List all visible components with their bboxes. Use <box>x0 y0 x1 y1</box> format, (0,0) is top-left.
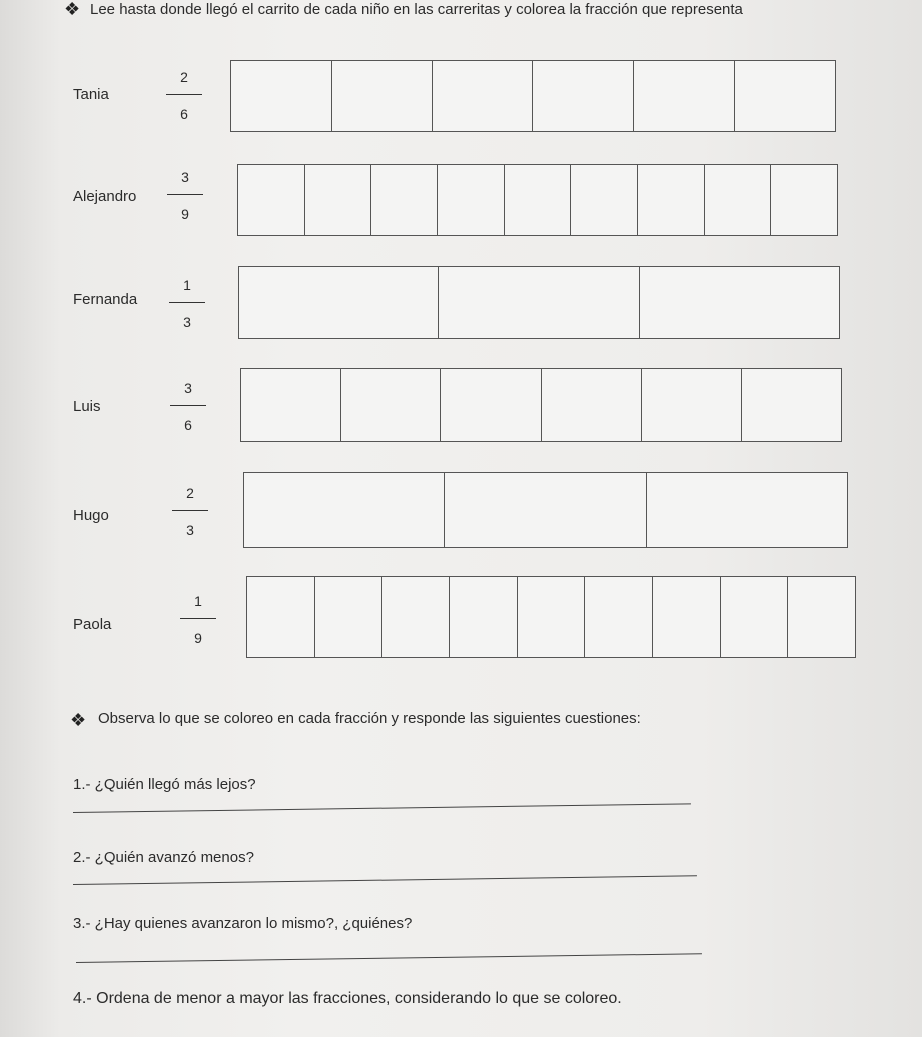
fraction-bar <box>169 302 205 303</box>
fraction-label <box>170 377 206 436</box>
strip-cell[interactable] <box>238 165 305 235</box>
fraction-bar <box>167 194 203 195</box>
question-2: 2.- ¿Quién avanzó menos? <box>73 849 254 866</box>
strip-cell[interactable] <box>705 165 772 235</box>
fraction-strip[interactable] <box>238 266 840 339</box>
strip-cell[interactable] <box>239 267 439 338</box>
answer-line-3[interactable] <box>76 953 702 963</box>
strip-cell[interactable] <box>439 267 639 338</box>
fraction-bar <box>166 94 202 95</box>
strip-cell[interactable] <box>247 577 315 657</box>
fraction-numerator: 3 <box>181 169 189 185</box>
strip-cell[interactable] <box>533 61 634 131</box>
fraction-denominator: 6 <box>184 417 192 433</box>
strip-cell[interactable] <box>788 577 855 657</box>
strip-cell[interactable] <box>518 577 586 657</box>
strip-cell[interactable] <box>241 369 341 441</box>
diamond-bullet-icon: ❖ <box>64 0 81 19</box>
strip-cell[interactable] <box>341 369 441 441</box>
strip-cell[interactable] <box>634 61 735 131</box>
fraction-strip[interactable] <box>243 472 848 548</box>
strip-cell[interactable] <box>382 577 450 657</box>
fraction-numerator: 2 <box>180 69 188 85</box>
strip-cell[interactable] <box>640 267 839 338</box>
strip-cell[interactable] <box>771 165 837 235</box>
strip-cell[interactable] <box>315 577 383 657</box>
instruction-text: Lee hasta donde llegó el carrito de cada niño en las carreritas y colorea la fracción que representa <box>90 1 743 18</box>
strip-cell[interactable] <box>542 369 642 441</box>
strip-cell[interactable] <box>653 577 721 657</box>
strip-cell[interactable] <box>505 165 572 235</box>
student-name: Paola <box>73 616 112 633</box>
diamond-bullet-icon: ❖ <box>70 710 87 730</box>
fraction-strip[interactable] <box>230 60 836 132</box>
strip-cell[interactable] <box>371 165 438 235</box>
observe-instruction: Observa lo que se coloreo en cada fracción y responde las siguientes cuestiones: <box>98 710 641 727</box>
fraction-numerator: 3 <box>184 380 192 396</box>
fraction-strip[interactable] <box>246 576 856 658</box>
fraction-numerator: 2 <box>186 485 194 501</box>
strip-cell[interactable] <box>450 577 518 657</box>
fraction-strip[interactable] <box>240 368 842 442</box>
answer-line-2[interactable] <box>73 875 697 885</box>
fraction-numerator: 1 <box>183 277 191 293</box>
question-4: 4.- Ordena de menor a mayor las fracciones, considerando lo que se coloreo. <box>73 990 622 1007</box>
fraction-denominator: 3 <box>186 522 194 538</box>
strip-cell[interactable] <box>721 577 789 657</box>
strip-cell[interactable] <box>441 369 541 441</box>
answer-line-1[interactable] <box>73 803 691 813</box>
fraction-label <box>167 166 203 225</box>
strip-cell[interactable] <box>433 61 534 131</box>
fraction-denominator: 3 <box>183 314 191 330</box>
question-3: 3.- ¿Hay quienes avanzaron lo mismo?, ¿quiénes? <box>73 915 413 932</box>
fraction-strip[interactable] <box>237 164 838 236</box>
fraction-label <box>166 66 202 125</box>
fraction-bar <box>172 510 208 511</box>
student-name: Hugo <box>73 507 109 524</box>
strip-cell[interactable] <box>638 165 705 235</box>
fraction-label <box>172 482 208 541</box>
strip-cell[interactable] <box>642 369 742 441</box>
strip-cell[interactable] <box>742 369 841 441</box>
strip-cell[interactable] <box>231 61 332 131</box>
student-name: Luis <box>73 398 101 415</box>
fraction-bar <box>180 618 216 619</box>
fraction-label <box>169 274 205 333</box>
student-name: Tania <box>73 86 109 103</box>
strip-cell[interactable] <box>445 473 646 547</box>
strip-cell[interactable] <box>571 165 638 235</box>
strip-cell[interactable] <box>647 473 847 547</box>
strip-cell[interactable] <box>305 165 372 235</box>
question-1: 1.- ¿Quién llegó más lejos? <box>73 776 256 793</box>
strip-cell[interactable] <box>735 61 835 131</box>
student-name: Fernanda <box>73 291 138 308</box>
strip-cell[interactable] <box>244 473 445 547</box>
fraction-denominator: 6 <box>180 106 188 122</box>
fraction-numerator: 1 <box>194 593 202 609</box>
fraction-denominator: 9 <box>181 206 189 222</box>
fraction-label <box>180 590 216 649</box>
student-name: Alejandro <box>73 188 137 205</box>
fraction-bar <box>170 405 206 406</box>
strip-cell[interactable] <box>332 61 433 131</box>
strip-cell[interactable] <box>438 165 505 235</box>
fraction-denominator: 9 <box>194 630 202 646</box>
strip-cell[interactable] <box>585 577 653 657</box>
